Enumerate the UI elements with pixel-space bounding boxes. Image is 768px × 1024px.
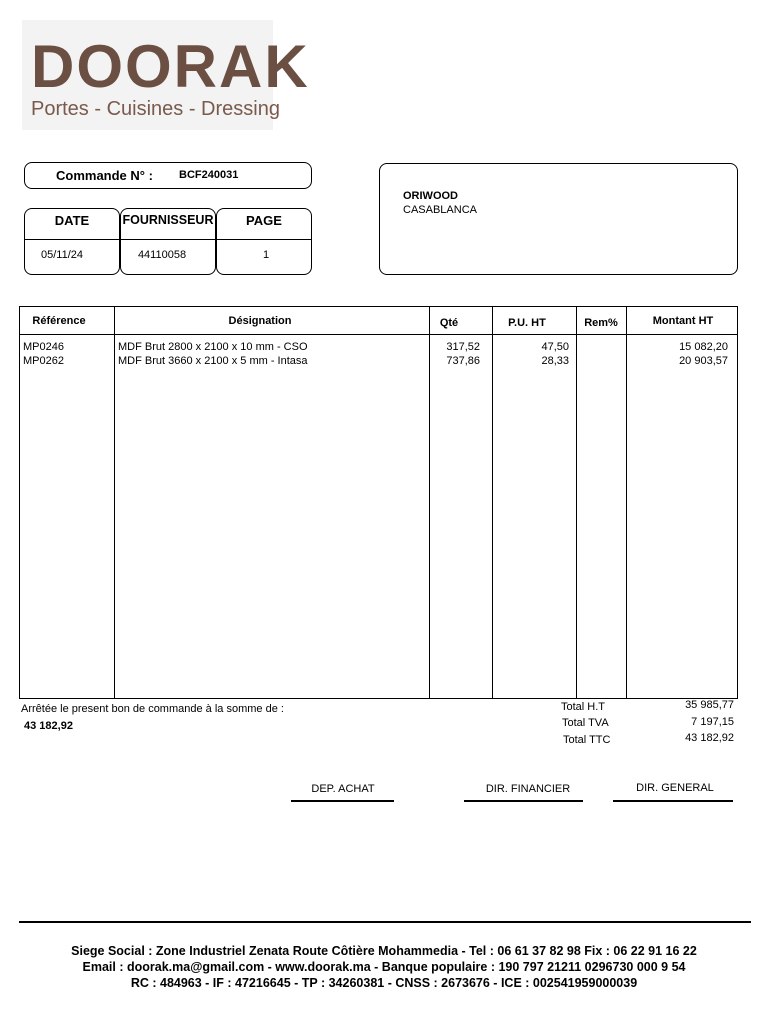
signature-line bbox=[613, 800, 733, 802]
table-row-qty: 317,52 bbox=[446, 341, 480, 353]
supplier-address-box bbox=[379, 163, 738, 275]
total-ht-label: Total H.T bbox=[561, 701, 606, 713]
supplier-name: ORIWOOD bbox=[403, 190, 458, 202]
signature-line bbox=[291, 800, 394, 802]
column-header-designation: Désignation bbox=[228, 315, 292, 327]
table-column-divider bbox=[576, 306, 577, 699]
footer-divider bbox=[19, 921, 751, 923]
total-tva-value: 7 197,15 bbox=[691, 716, 734, 728]
total-ttc-label: Total TTC bbox=[563, 734, 611, 746]
amount-total-value: 43 182,92 bbox=[24, 720, 73, 732]
footer-address: Siege Social : Zone Industriel Zenata Route Côtière Mohammedia - Tel : 06 61 37 82 98 Fix : 06 22 91 16 22 bbox=[71, 944, 697, 958]
footer-contact: Email : doorak.ma@gmail.com - www.doorak.ma - Banque populaire : 190 797 21211 0296730 000 9 54 bbox=[82, 960, 686, 974]
column-header-discount: Rem% bbox=[584, 317, 618, 329]
signature-line bbox=[464, 800, 583, 802]
signature-dir-financier: DIR. FINANCIER bbox=[485, 783, 571, 795]
table-row-reference: MP0262 bbox=[23, 355, 64, 367]
company-logo bbox=[22, 20, 310, 130]
amount-in-words-label: Arrêtée le present bon de commande à la somme de : bbox=[21, 703, 284, 715]
column-header-reference: Référence bbox=[32, 315, 86, 327]
date-value: 05/11/24 bbox=[40, 249, 83, 261]
table-row-unit-price: 47,50 bbox=[541, 341, 569, 353]
logo-tagline: Portes - Cuisines - Dressing bbox=[31, 98, 280, 120]
table-header-divider bbox=[19, 334, 738, 335]
total-tva-label: Total TVA bbox=[562, 717, 609, 729]
table-row-unit-price: 28,33 bbox=[541, 355, 569, 367]
column-header-amount: Montant HT bbox=[652, 315, 714, 327]
page-value: 1 bbox=[262, 249, 270, 261]
table-row-designation: MDF Brut 3660 x 2100 x 5 mm - Intasa bbox=[118, 355, 308, 367]
supplier-code-label: FOURNISSEUR bbox=[122, 213, 214, 227]
table-row-amount: 15 082,20 bbox=[679, 341, 728, 353]
total-ht-value: 35 985,77 bbox=[685, 699, 734, 711]
table-row-reference: MP0246 bbox=[23, 341, 64, 353]
table-row-qty: 737,86 bbox=[446, 355, 480, 367]
total-ttc-value: 43 182,92 bbox=[685, 732, 734, 744]
date-label: DATE bbox=[54, 213, 90, 228]
column-header-unit-price: P.U. HT bbox=[508, 317, 546, 329]
footer-registration: RC : 484963 - IF : 47216645 - TP : 34260381 - CNSS : 2673676 - ICE : 002541959000039 bbox=[130, 976, 638, 990]
signature-dir-general: DIR. GENERAL bbox=[636, 782, 714, 794]
column-header-qty: Qté bbox=[439, 317, 459, 329]
table-row-designation: MDF Brut 2800 x 2100 x 10 mm - CSO bbox=[118, 341, 308, 353]
logo-brand: DOORAK bbox=[31, 33, 310, 100]
supplier-city: CASABLANCA bbox=[403, 204, 477, 216]
table-row-amount: 20 903,57 bbox=[679, 355, 728, 367]
signature-dep-achat: DEP. ACHAT bbox=[311, 783, 375, 795]
page-label: PAGE bbox=[246, 213, 282, 228]
order-number-value: BCF240031 bbox=[179, 169, 239, 181]
info-box-divider bbox=[24, 239, 312, 240]
order-number-label: Commande N° : bbox=[56, 168, 153, 183]
table-column-divider bbox=[114, 306, 115, 699]
supplier-code-value: 44110058 bbox=[137, 249, 187, 261]
